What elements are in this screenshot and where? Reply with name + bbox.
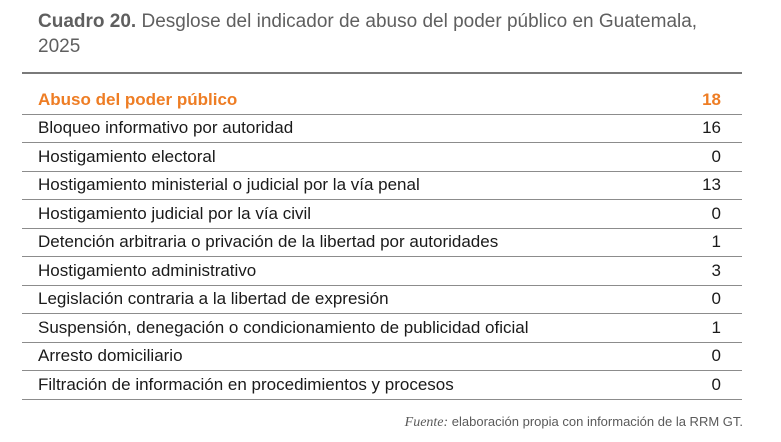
- row-label: Bloqueo informativo por autoridad: [38, 118, 294, 138]
- row-value: 1: [711, 232, 721, 252]
- breakdown-table: [22, 72, 742, 400]
- table-row: [22, 200, 742, 229]
- row-value: 3: [711, 260, 721, 280]
- source-label: Fuente:: [404, 415, 449, 430]
- table-row: [22, 115, 742, 144]
- row-value: 0: [711, 289, 721, 309]
- table-row: [22, 371, 742, 400]
- table-row: [22, 143, 742, 172]
- row-value: 13: [702, 175, 721, 195]
- row-value: 0: [711, 203, 721, 223]
- source-note: [405, 414, 743, 431]
- source-text: elaboración propia con información de la RRM GT.: [451, 414, 743, 429]
- table-row: [22, 314, 742, 343]
- row-label: Arresto domiciliario: [38, 346, 183, 366]
- row-label: Hostigamiento judicial por la vía civil: [38, 203, 312, 223]
- caption-number: Cuadro 20.: [38, 11, 137, 32]
- table-row: [22, 286, 742, 315]
- caption-title: Desglose del indicador de abuso del poder público en Guatemala, 2025: [38, 11, 698, 57]
- table-row: [22, 257, 742, 286]
- row-label: Detención arbitraria o privación de la libertad por autoridades: [38, 232, 499, 252]
- row-label: Hostigamiento administrativo: [38, 260, 257, 280]
- table-row: [22, 343, 742, 372]
- table-caption: [38, 9, 738, 59]
- header-value: 18: [702, 89, 721, 109]
- row-label: Filtración de información en procedimientos y procesos: [38, 374, 454, 394]
- header-label: Abuso del poder público: [38, 89, 238, 109]
- table-row: [22, 172, 742, 201]
- row-value: 0: [711, 346, 721, 366]
- table-row: [22, 229, 742, 258]
- row-label: Legislación contraria a la libertad de expresión: [38, 289, 389, 309]
- row-value: 0: [711, 146, 721, 166]
- row-value: 16: [702, 118, 721, 138]
- row-label: Hostigamiento electoral: [38, 146, 216, 166]
- row-label: Hostigamiento ministerial o judicial por la vía penal: [38, 175, 420, 195]
- row-label: Suspensión, denegación o condicionamiento de publicidad oficial: [38, 317, 529, 337]
- table-header-row: [22, 86, 742, 115]
- row-value: 0: [711, 374, 721, 394]
- row-value: 1: [711, 317, 721, 337]
